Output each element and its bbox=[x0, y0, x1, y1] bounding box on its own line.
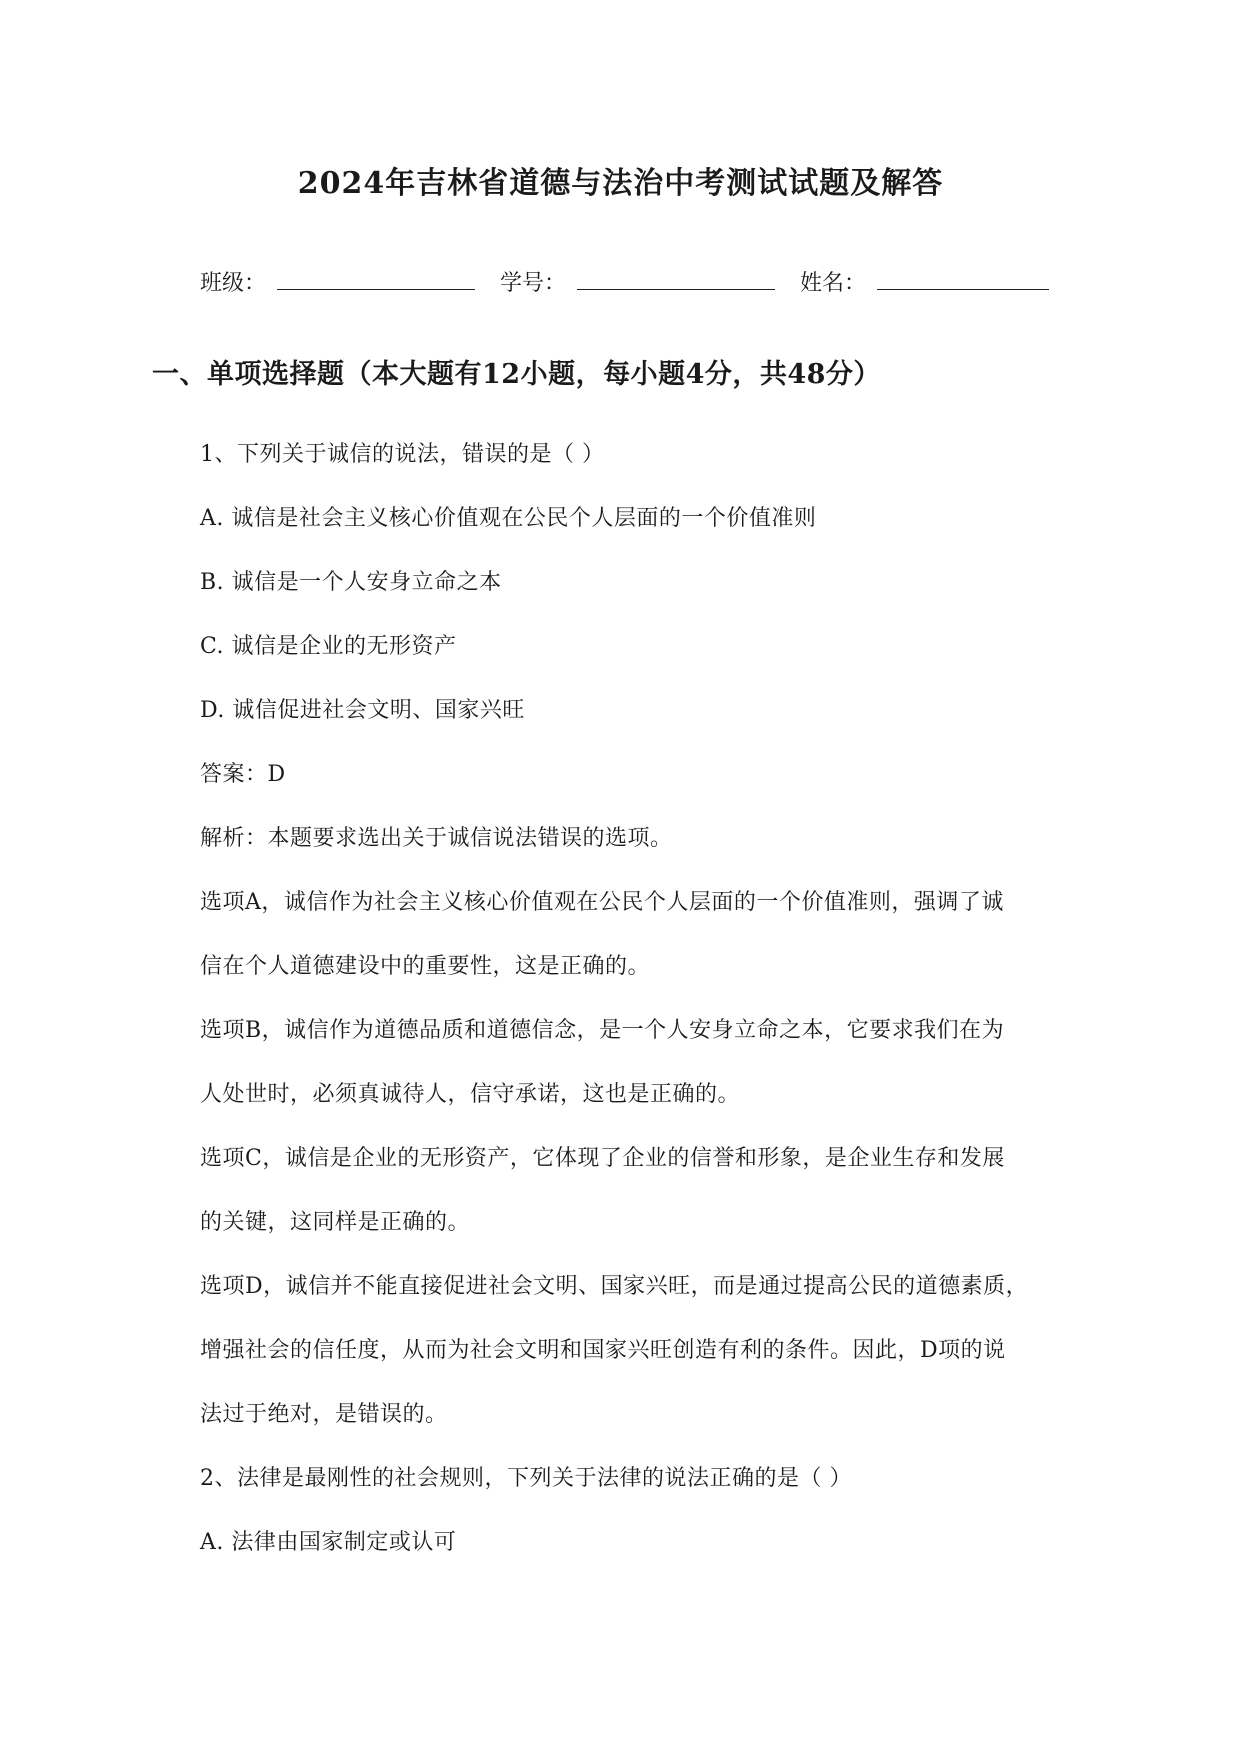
question-2-option-a: A. 法律由国家制定或认可 bbox=[200, 1530, 457, 1555]
question-1-option-d: D. 诚信促进社会文明、国家兴旺 bbox=[200, 698, 525, 723]
question-2-stem: 2、法律是最刚性的社会规则，下列关于法律的说法正确的是（ ） bbox=[200, 1466, 852, 1491]
analysis-line: 信在个人道德建设中的重要性，这是正确的。 bbox=[200, 954, 651, 979]
analysis-line: 选项B，诚信作为道德品质和道德信念，是一个人安身立命之本，它要求我们在为 bbox=[200, 1018, 1005, 1043]
question-1-answer: 答案：D bbox=[200, 762, 286, 787]
name-label: 姓名： bbox=[800, 271, 867, 296]
name-blank bbox=[877, 271, 1049, 290]
analysis-line: 选项C，诚信是企业的无形资产，它体现了企业的信誉和形象，是企业生存和发展 bbox=[200, 1146, 1005, 1171]
analysis-line: 选项A，诚信作为社会主义核心价值观在公民个人层面的一个价值准则，强调了诚 bbox=[200, 890, 1004, 915]
analysis-line: 选项D，诚信并不能直接促进社会文明、国家兴旺，而是通过提高公民的道德素质， bbox=[200, 1274, 1029, 1299]
student-id-label: 学号： bbox=[500, 271, 567, 296]
student-info-row bbox=[200, 266, 1067, 297]
class-blank bbox=[277, 271, 475, 290]
class-label: 班级： bbox=[200, 271, 267, 296]
student-id-blank bbox=[577, 271, 775, 290]
question-1-option-b: B. 诚信是一个人安身立命之本 bbox=[200, 570, 502, 595]
analysis-line: 人处世时，必须真诚待人，信守承诺，这也是正确的。 bbox=[200, 1082, 741, 1107]
analysis-line: 法过于绝对，是错误的。 bbox=[200, 1402, 448, 1427]
analysis-line: 增强社会的信任度，从而为社会文明和国家兴旺创造有利的条件。因此，D项的说 bbox=[200, 1338, 1006, 1363]
question-1-option-c: C. 诚信是企业的无形资产 bbox=[200, 634, 457, 659]
question-1-analysis: 解析：本题要求选出关于诚信说法错误的选项。 bbox=[200, 826, 673, 851]
question-1-stem: 1、下列关于诚信的说法，错误的是（ ） bbox=[200, 442, 605, 467]
question-1-option-a: A. 诚信是社会主义核心价值观在公民个人层面的一个价值准则 bbox=[200, 506, 817, 531]
section-heading: 一、单项选择题（本大题有12小题，每小题4分，共48分） bbox=[152, 359, 881, 390]
document-title: 2024年吉林省道德与法治中考测试试题及解答 bbox=[297, 166, 944, 201]
analysis-line: 的关键，这同样是正确的。 bbox=[200, 1210, 471, 1235]
